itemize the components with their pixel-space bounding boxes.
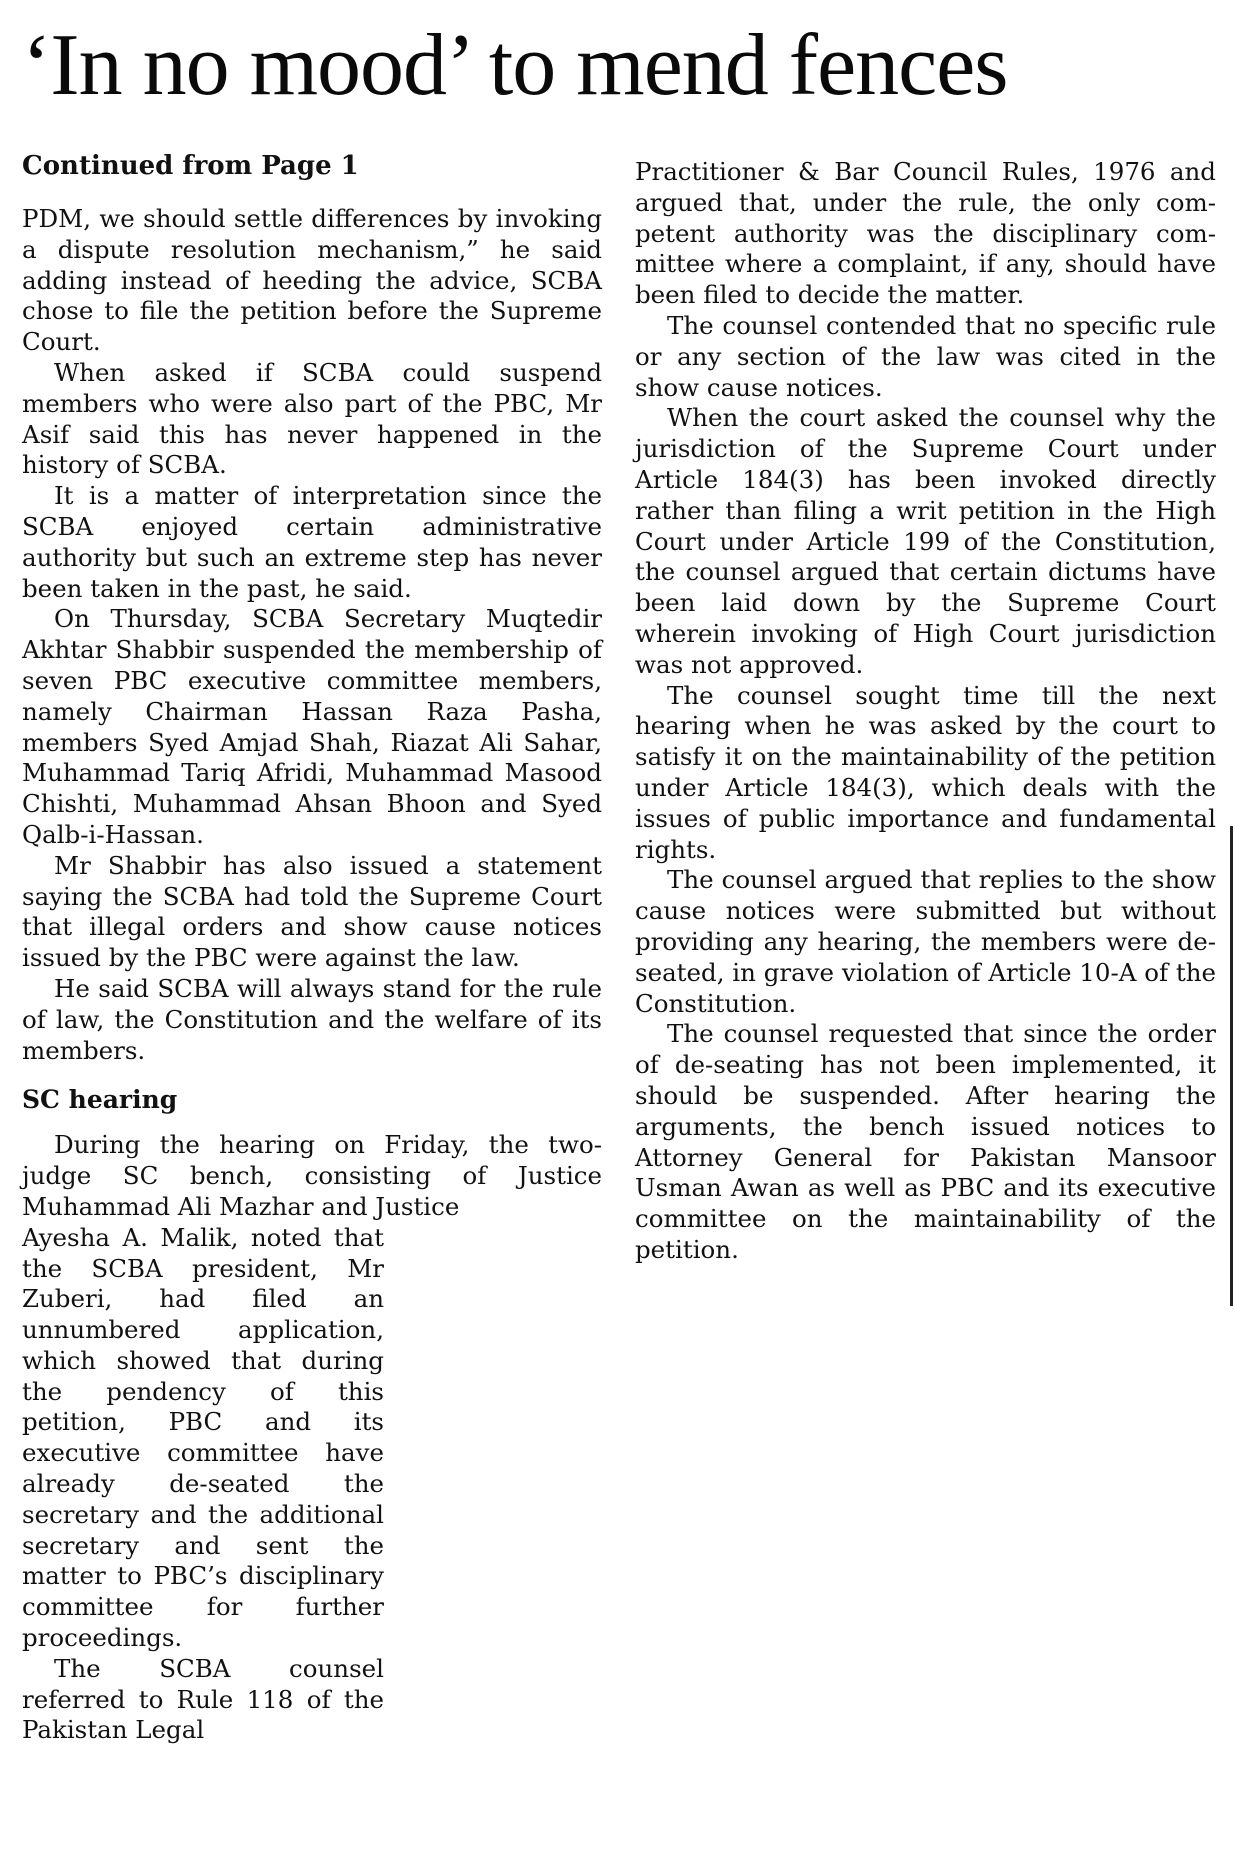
article-paragraph: The counsel contended that no specific rule or any section of the law was cited in the show cause notices. (635, 310, 1216, 402)
left-column (22, 150, 602, 1746)
article-paragraph: The SCBA counsel referred to Rule 118 of the Pakistan Legal (22, 1653, 384, 1745)
article-paragraph: Mr Shabbir has also issued a statement saying the SCBA had told the Supreme Court that illegal orders and show cause notices issued by the PBC were against the law. (22, 850, 602, 973)
article-paragraph: He said SCBA will always stand for the rule of law, the Constitution and the welfare of its members. (22, 973, 602, 1065)
continued-from-kicker: Continued from Page 1 (22, 151, 359, 181)
article-paragraph: Practitioner & Bar Council Rules, 1976 and argued that, under the rule, the only competent authority was the disciplinary committee where a complaint, if any, should have been filed to decide the matter. (635, 157, 1216, 310)
right-column (635, 157, 1216, 1266)
article-paragraph: When asked if SCBA could suspend members who were also part of the PBC, Mr Asif said this has never happened in the history of SCBA. (22, 357, 602, 480)
article-paragraph: During the hearing on Friday, the two-judge SC bench, consisting of Justice Muhammad Ali Mazhar and Justice (22, 1130, 602, 1221)
article-paragraph: PDM, we should settle differences by invoking a dispute resolution mechanism,” he said adding instead of heeding the advice, SCBA chose to file the petition before the Supreme Court. (22, 204, 602, 357)
headline: ‘In no mood’ to mend fences (22, 17, 1008, 114)
article-paragraph: The counsel argued that replies to the show cause notices were submitted but without providing any hearing, the members were de-seated, in grave violation of Article 10-A of the Constitution. (635, 865, 1216, 1018)
article-paragraph: On Thursday, SCBA Secretary Muqtedir Akhtar Shabbir suspended the membership of seven PBC executive committee members, namely Chairman Hassan Raza Pasha, members Syed Amjad Shah, Riazat Ali Sahar, Muhammad Tariq Afridi, Muhammad Masood Chishti, Muhammad Ahsan Bhoon and Syed Qalb-i-Hassan. (22, 604, 602, 849)
article-paragraph-continued: Ayesha A. Malik, noted that the SCBA president, Mr Zuberi, had filed an unnumbered application, which showed that during the pendency of this petition, PBC and its executive committee have already de-seated the secretary and the additional secretary and sent the matter to PBC’s disciplinary committee for further proceedings. (22, 1222, 384, 1653)
article-paragraph: The counsel sought time till the next hearing when he was asked by the court to satisfy it on the maintainability of the petition under Article 184(3), which deals with the issues of public importance and fundamental rights. (635, 680, 1216, 864)
article-paragraph: It is a matter of interpretation since the SCBA enjoyed certain administrative authority but such an extreme step has never been taken in the past, he said. (22, 481, 602, 603)
article-paragraph: When the court asked the counsel why the jurisdiction of the Supreme Court under Article 184(3) has been invoked directly rather than filing a writ petition in the High Court under Article 199 of the Constitution, the counsel argued that certain dictums have been laid down by the Supreme Court wherein invoking of High Court jurisdiction was not approved. (635, 403, 1216, 679)
vertical-rule-divider (1230, 826, 1233, 1306)
subhead-sc-hearing: SC hearing (22, 1085, 178, 1115)
article-paragraph: The counsel requested that since the order of de-seating has not been implemented, it should be suspended. After hearing the arguments, the bench issued notices to Attorney General for Pakistan Mansoor Usman Awan as well as PBC and its executive committee on the maintainability of the petition. (635, 1019, 1216, 1264)
